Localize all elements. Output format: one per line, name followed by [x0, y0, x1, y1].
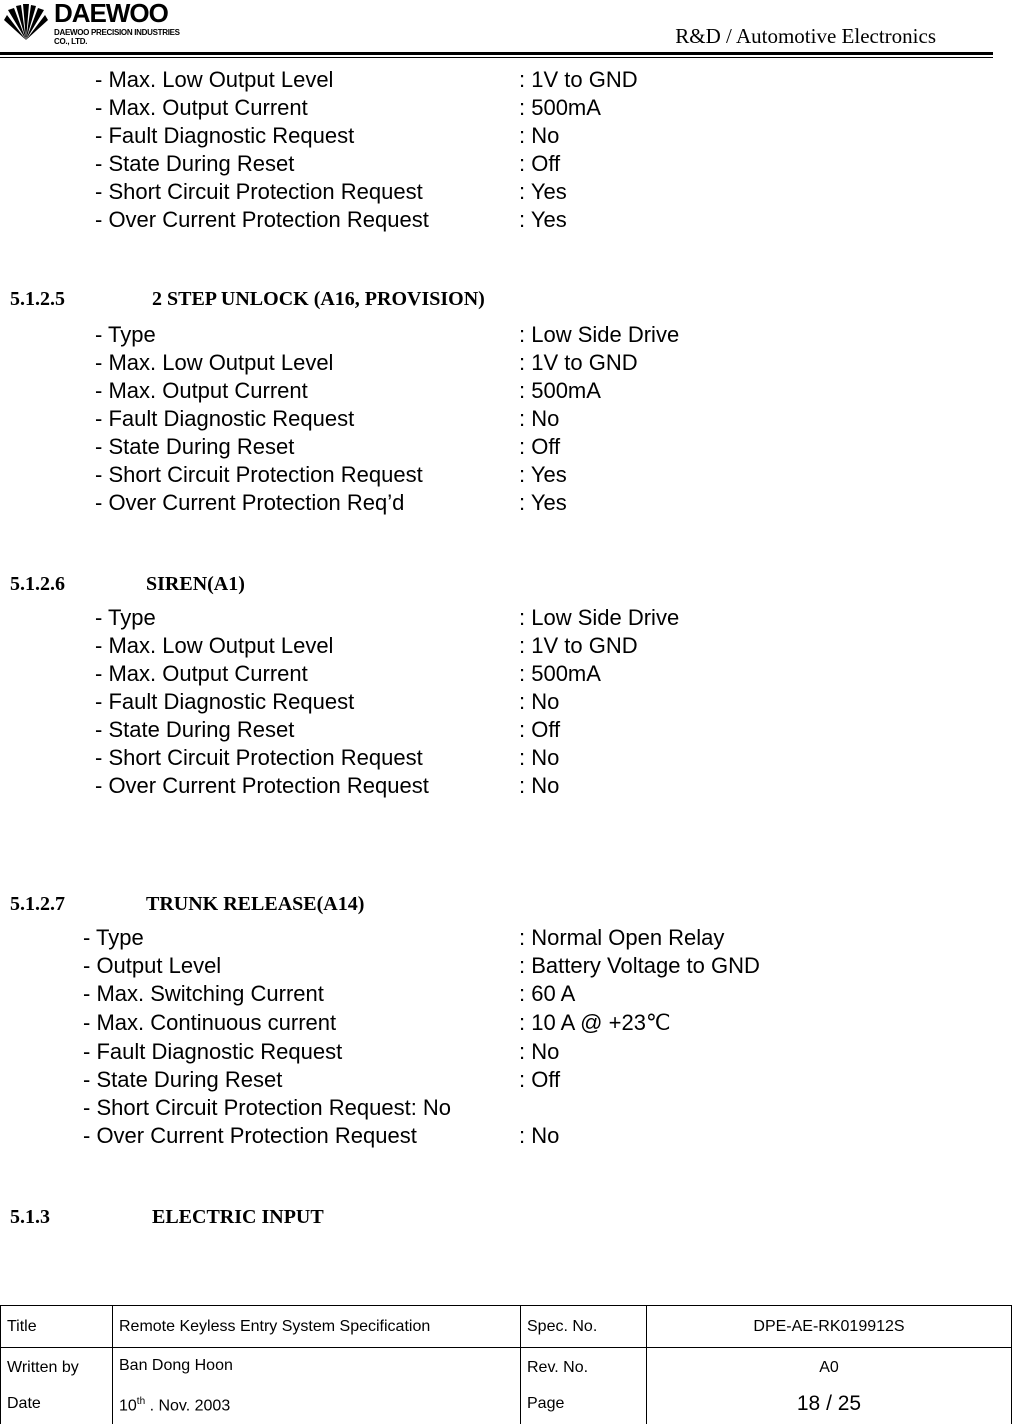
- spec-label: - Max. Output Current: [95, 95, 308, 120]
- title-label: Title: [1, 1306, 113, 1348]
- spec-value: : Battery Voltage to GND: [519, 953, 760, 978]
- spec-label: Spec. No.: [521, 1306, 647, 1348]
- spec-label: - Short Circuit Protection Request: [95, 179, 423, 204]
- spec-value: : 1V to GND: [519, 633, 638, 658]
- spec-value: : No: [519, 406, 560, 431]
- spec-label: - Fault Diagnostic Request: [83, 1039, 343, 1064]
- section-title: 2 STEP UNLOCK (A16, PROVISION): [152, 288, 485, 310]
- daewoo-fan-icon: [2, 2, 50, 42]
- spec-value: : Yes: [519, 179, 567, 204]
- spec-label: - Max. Output Current: [95, 378, 308, 403]
- section-title: TRUNK RELEASE(A14): [146, 893, 365, 915]
- spec-value: : Low Side Drive: [519, 605, 680, 630]
- header-rule: [0, 52, 993, 55]
- daewoo-logo: [2, 0, 192, 50]
- section-title: ELECTRIC INPUT: [152, 1206, 324, 1228]
- spec-value: : Low Side Drive: [519, 322, 680, 347]
- section-number: 5.1.3: [10, 1206, 50, 1228]
- spec-value: : 1V to GND: [519, 67, 638, 92]
- spec-label: - State During Reset: [95, 717, 295, 742]
- spec-label: - Fault Diagnostic Request: [95, 123, 355, 148]
- spec-label: - Max. Switching Current: [83, 981, 324, 1006]
- page-number: 18 / 25: [796, 1392, 862, 1416]
- header-rule-thin: [0, 57, 993, 58]
- spec-value: : 500mA: [519, 378, 601, 403]
- page-label: Page: [527, 1395, 565, 1413]
- date-label: Date: [7, 1395, 41, 1413]
- spec-label: - Short Circuit Protection Request: [95, 745, 423, 770]
- section-number: 5.1.2.7: [10, 893, 65, 915]
- spec-value: : Yes: [519, 207, 567, 232]
- spec-value: : Yes: [519, 462, 567, 487]
- spec-value: : 500mA: [519, 661, 601, 686]
- spec-label: - Short Circuit Protection Request: No: [83, 1095, 452, 1120]
- doc-title: Remote Keyless Entry System Specification: [113, 1306, 521, 1348]
- spec-value: : 60 A: [519, 981, 576, 1006]
- section-title: SIREN(A1): [146, 573, 245, 595]
- spec-label: - State During Reset: [95, 434, 295, 459]
- spec-value: : No: [519, 773, 560, 798]
- logo-subtitle: DAEWOO PRECISION INDUSTRIES CO., LTD.: [54, 28, 180, 46]
- written-label: Written by: [7, 1359, 79, 1377]
- spec-value: : Yes: [519, 490, 567, 515]
- author: Ban Dong Hoon: [119, 1357, 233, 1374]
- spec-value: : No: [519, 1039, 560, 1064]
- section-number: 5.1.2.6: [10, 573, 65, 595]
- spec-label: - State During Reset: [95, 151, 295, 176]
- spec-label: - Type: [95, 605, 156, 630]
- spec-value: : No: [519, 1123, 560, 1148]
- spec-label: - Short Circuit Protection Request: [95, 462, 423, 487]
- spec-value: : No: [519, 689, 560, 714]
- spec-label: - Over Current Protection Request: [95, 773, 429, 798]
- spec-number: DPE-AE-RK019912S: [647, 1306, 1012, 1348]
- spec-label: - Max. Low Output Level: [95, 633, 334, 658]
- spec-label: - Max. Low Output Level: [95, 67, 334, 92]
- spec-label: - Over Current Protection Request: [83, 1123, 417, 1148]
- rev-number: A0: [819, 1359, 839, 1377]
- spec-label: - Fault Diagnostic Request: [95, 689, 355, 714]
- spec-value: : No: [519, 745, 560, 770]
- logo-word: DAEWOO: [54, 0, 168, 28]
- spec-label: - Type: [95, 322, 156, 347]
- department-header: R&D / Automotive Electronics: [675, 24, 936, 48]
- spec-value: : 500mA: [519, 95, 601, 120]
- spec-label: - Fault Diagnostic Request: [95, 406, 355, 431]
- spec-value: : Normal Open Relay: [519, 925, 725, 950]
- spec-value: : 10 A @ +23℃: [519, 1010, 671, 1035]
- spec-label: - Over Current Protection Request: [95, 207, 429, 232]
- spec-value: : Off: [519, 1067, 561, 1092]
- spec-value: : 1V to GND: [519, 350, 638, 375]
- spec-label: - Over Current Protection Req’d: [95, 490, 405, 515]
- date: 10th . Nov. 2003: [119, 1396, 231, 1415]
- spec-label: - Max. Output Current: [95, 661, 308, 686]
- spec-value: : Off: [519, 434, 561, 459]
- rev-label: Rev. No.: [527, 1359, 589, 1377]
- spec-label: - State During Reset: [83, 1067, 283, 1092]
- spec-value: : Off: [519, 717, 561, 742]
- section-number: 5.1.2.5: [10, 288, 65, 310]
- footer-table: [0, 1305, 1012, 1424]
- spec-value: : No: [519, 123, 560, 148]
- spec-value: : Off: [519, 151, 561, 176]
- spec-label: - Max. Low Output Level: [95, 350, 334, 375]
- spec-label: - Max. Continuous current: [83, 1010, 337, 1035]
- spec-label: - Output Level: [83, 953, 222, 978]
- spec-label: - Type: [83, 925, 144, 950]
